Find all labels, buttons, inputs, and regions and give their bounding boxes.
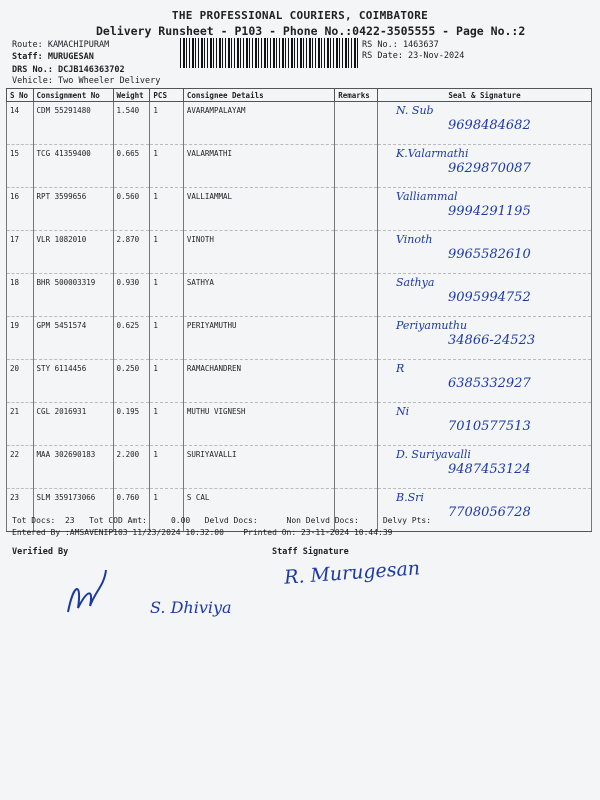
- cell-pcs: 1: [150, 446, 183, 489]
- cell-remarks: [335, 446, 378, 489]
- cell-consignee: SURIYAVALLI: [183, 446, 334, 489]
- cell-consignment: SLM 359173066: [33, 489, 113, 532]
- cell-seal-signature: [378, 231, 592, 274]
- consignee-signature: R: [396, 362, 405, 375]
- cell-weight: 0.760: [113, 489, 150, 532]
- cell-consignee: AVARAMPALAYAM: [183, 102, 334, 145]
- cell-consignment: STY 6114456: [33, 360, 113, 403]
- cell-seal-signature: [378, 403, 592, 446]
- barcode: [180, 38, 358, 68]
- cell-pcs: 1: [150, 403, 183, 446]
- cell-consignment: GPM 5451574: [33, 317, 113, 360]
- cell-seal-signature: [378, 317, 592, 360]
- cell-remarks: [335, 102, 378, 145]
- consignee-phone: 9095994752: [448, 290, 531, 305]
- cell-remarks: [335, 274, 378, 317]
- cell-consignee: MUTHU VIGNESH: [183, 403, 334, 446]
- cell-consignment: TCG 41359400: [33, 145, 113, 188]
- cell-sno: 14: [7, 102, 34, 145]
- cell-weight: 1.540: [113, 102, 150, 145]
- cell-pcs: 1: [150, 188, 183, 231]
- cell-sno: 15: [7, 145, 34, 188]
- cell-consignment: RPT 3599656: [33, 188, 113, 231]
- cell-pcs: 1: [150, 145, 183, 188]
- cell-sno: 22: [7, 446, 34, 489]
- cell-sno: 23: [7, 489, 34, 532]
- cell-remarks: [335, 403, 378, 446]
- cell-seal-signature: [378, 188, 592, 231]
- consignee-phone: 9698484682: [448, 118, 531, 133]
- staff-signature: R. Murugesan: [283, 557, 421, 589]
- cell-consignment: MAA 302690183: [33, 446, 113, 489]
- table-row: [7, 188, 592, 231]
- col-remarks: Remarks: [335, 89, 378, 102]
- table-row: [7, 360, 592, 403]
- cell-pcs: 1: [150, 489, 183, 532]
- cell-pcs: 1: [150, 274, 183, 317]
- consignee-signature: Ni: [396, 405, 410, 418]
- cell-remarks: [335, 145, 378, 188]
- cell-remarks: [335, 231, 378, 274]
- col-seal: Seal & Signature: [378, 89, 592, 102]
- col-pcs: PCS: [150, 89, 183, 102]
- table-row: [7, 145, 592, 188]
- consignee-phone: 9965582610: [448, 247, 531, 262]
- table-header-row: [7, 89, 592, 102]
- cell-consignee: VALLIAMMAL: [183, 188, 334, 231]
- cell-consignee: SATHYA: [183, 274, 334, 317]
- consignee-signature: N. Sub: [396, 104, 434, 117]
- cell-consignment: VLR 1082010: [33, 231, 113, 274]
- vehicle-label: Vehicle: Two Wheeler Delivery: [12, 76, 161, 86]
- cell-sno: 20: [7, 360, 34, 403]
- cell-sno: 21: [7, 403, 34, 446]
- table-row: [7, 446, 592, 489]
- route-label: Route: KAMACHIPURAM: [12, 40, 110, 50]
- cell-weight: 0.665: [113, 145, 150, 188]
- delivery-table: [6, 88, 592, 532]
- cell-seal-signature: [378, 489, 592, 532]
- cell-sno: 19: [7, 317, 34, 360]
- cell-weight: 2.200: [113, 446, 150, 489]
- cell-weight: 0.930: [113, 274, 150, 317]
- consignee-signature: Vinoth: [396, 233, 433, 246]
- cell-pcs: 1: [150, 360, 183, 403]
- consignee-signature: Sathya: [396, 276, 435, 289]
- consignee-phone: 6385332927: [448, 376, 531, 391]
- cell-seal-signature: [378, 446, 592, 489]
- consignee-signature: K.Valarmathi: [396, 147, 469, 160]
- cell-remarks: [335, 317, 378, 360]
- company-title: THE PROFESSIONAL COURIERS, COIMBATORE: [171, 9, 429, 22]
- cell-seal-signature: [378, 274, 592, 317]
- cell-weight: 0.195: [113, 403, 150, 446]
- cell-consignment: CDM 55291480: [33, 102, 113, 145]
- cell-pcs: 1: [150, 231, 183, 274]
- cell-remarks: [335, 489, 378, 532]
- table-row: [7, 403, 592, 446]
- cell-weight: 0.560: [113, 188, 150, 231]
- cell-weight: 0.250: [113, 360, 150, 403]
- consignee-phone: 7708056728: [448, 505, 531, 520]
- cell-seal-signature: [378, 145, 592, 188]
- verified-by-label: Verified By: [12, 547, 69, 557]
- cell-seal-signature: [378, 360, 592, 403]
- cell-pcs: 1: [150, 102, 183, 145]
- consignee-signature: Valliammal: [396, 190, 458, 203]
- cell-sno: 16: [7, 188, 34, 231]
- consignee-phone: 34866-24523: [448, 333, 536, 348]
- verifier-signature: S. Dhiviya: [150, 598, 232, 617]
- runsheet-title: Delivery Runsheet - P103 - Phone No.:0422-3505555 - Page No.:2: [96, 24, 526, 38]
- cell-sno: 18: [7, 274, 34, 317]
- cell-consignment: BHR 500003319: [33, 274, 113, 317]
- staff-signature-label: Staff Signature: [272, 547, 349, 557]
- cell-consignment: CGL 2016931: [33, 403, 113, 446]
- consignee-signature: Periyamuthu: [396, 319, 468, 332]
- table-row: [7, 317, 592, 360]
- consignee-phone: 9629870087: [448, 161, 531, 176]
- drs-number: DRS No.: DCJB146363702: [12, 65, 125, 75]
- table-row: [7, 102, 592, 145]
- consignee-phone: 7010577513: [448, 419, 531, 434]
- table-row: [7, 489, 592, 532]
- col-consignment: Consignment No: [33, 89, 113, 102]
- cell-remarks: [335, 360, 378, 403]
- consignee-phone: 9994291195: [448, 204, 531, 219]
- table-row: [7, 231, 592, 274]
- verifier-initials: [60, 562, 120, 622]
- entered-by-line: Entered By :AMSAVENIP103 11/23/2024 10:32:00 Printed On: 23-11-2024 10:44:39: [12, 528, 393, 537]
- rs-number: RS No.: 1463637: [362, 40, 439, 50]
- staff-label: Staff: MURUGESAN: [12, 52, 94, 62]
- table-row: [7, 274, 592, 317]
- col-consignee: Consignee Details: [183, 89, 334, 102]
- cell-consignee: S CAL: [183, 489, 334, 532]
- cell-consignee: PERIYAMUTHU: [183, 317, 334, 360]
- rs-date: RS Date: 23-Nov-2024: [362, 51, 465, 61]
- col-sno: S No: [7, 89, 34, 102]
- col-weight: Weight: [113, 89, 150, 102]
- consignee-signature: B.Sri: [396, 491, 424, 504]
- cell-consignee: RAMACHANDREN: [183, 360, 334, 403]
- cell-weight: 2.870: [113, 231, 150, 274]
- totals-line: Tot Docs: 23 Tot COD Amt: 0.00 Delvd Docs: Non Delvd Docs: Delvy Pts:: [12, 516, 432, 525]
- cell-consignee: VALARMATHI: [183, 145, 334, 188]
- consignee-signature: D. Suriyavalli: [396, 448, 471, 461]
- cell-sno: 17: [7, 231, 34, 274]
- cell-consignee: VINOTH: [183, 231, 334, 274]
- cell-weight: 0.625: [113, 317, 150, 360]
- cell-pcs: 1: [150, 317, 183, 360]
- cell-seal-signature: [378, 102, 592, 145]
- cell-remarks: [335, 188, 378, 231]
- consignee-phone: 9487453124: [448, 462, 531, 477]
